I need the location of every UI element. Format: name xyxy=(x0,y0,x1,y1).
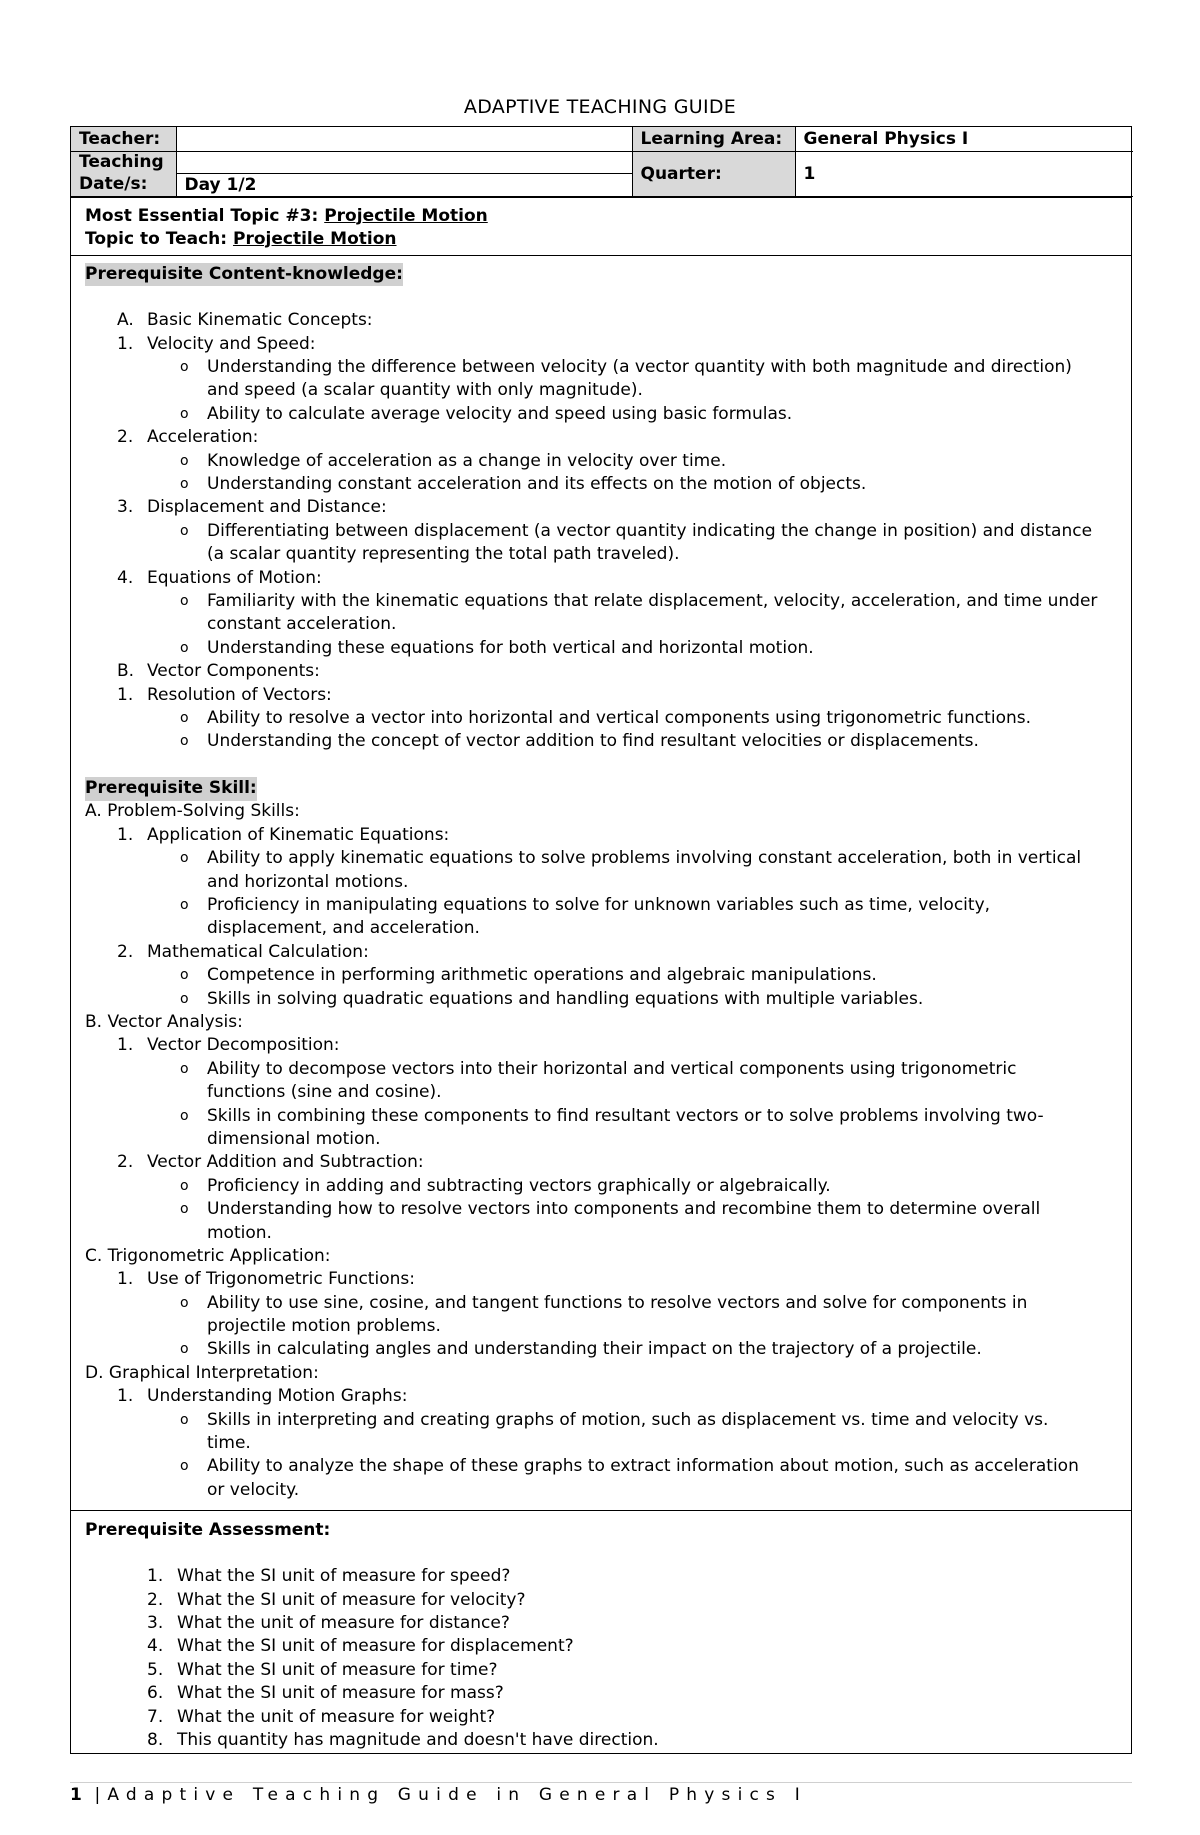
list-item xyxy=(85,403,1117,426)
list-item xyxy=(85,1589,1117,1612)
list-item xyxy=(85,1175,1117,1198)
list-item-text: B. Vector Analysis: xyxy=(85,1012,243,1032)
bullet-marker: o xyxy=(180,1177,189,1194)
quarter-value: 1 xyxy=(795,151,1133,196)
list-item xyxy=(85,684,1117,707)
list-marker: 1. xyxy=(117,824,134,845)
learning-area-value: General Physics I xyxy=(795,127,1133,151)
list-item xyxy=(85,1245,1117,1268)
list-item-text: projectile motion problems. xyxy=(207,1316,441,1337)
list-item-text: What the unit of measure for weight? xyxy=(177,1706,496,1727)
list-item-text: Ability to calculate average velocity and speed using basic formulas. xyxy=(207,403,793,424)
list-item-text: A. Problem-Solving Skills: xyxy=(85,801,300,822)
list-item-text: What the SI unit of measure for speed? xyxy=(177,1566,511,1587)
footer-text: |Adaptive Teaching Guide in General Physics I xyxy=(94,1785,807,1805)
list-item xyxy=(85,847,1117,870)
blank-line xyxy=(85,1542,1117,1565)
list-item-text: Resolution of Vectors: xyxy=(147,684,332,705)
list-item-text: Vector Decomposition: xyxy=(147,1035,340,1056)
list-item xyxy=(85,1011,1117,1034)
bullet-marker: o xyxy=(180,897,189,914)
prereq-content-heading: Prerequisite Content-knowledge: xyxy=(85,263,403,286)
dates-value: Day 1/2 xyxy=(176,173,632,196)
bullet-marker: o xyxy=(180,476,189,493)
list-item xyxy=(85,567,1117,590)
list-item-text: Skills in solving quadratic equations and handling equations with multiple variables. xyxy=(207,988,924,1009)
list-item xyxy=(85,496,1117,519)
list-item-text: C. Trigonometric Application: xyxy=(85,1245,331,1266)
bullet-marker: o xyxy=(180,709,189,726)
blank-line xyxy=(85,286,1117,309)
list-marker: 4. xyxy=(117,567,134,588)
list-item-text: Proficiency in manipulating equations to solve for unknown variables such as time, velocity, xyxy=(207,895,991,916)
list-item-text: This quantity has magnitude and doesn't have direction. xyxy=(177,1730,659,1751)
list-item-text: Vector Components: xyxy=(147,661,320,682)
list-item-text: Knowledge of acceleration as a change in velocity over time. xyxy=(207,450,727,471)
teaching-guide-table xyxy=(70,126,1132,1754)
list-item-text: and horizontal motions. xyxy=(207,871,409,892)
list-item xyxy=(85,660,1117,683)
list-item-text: displacement, and acceleration. xyxy=(207,918,480,939)
list-item-text: Velocity and Speed: xyxy=(147,333,316,354)
bullet-marker: o xyxy=(180,967,189,984)
list-item xyxy=(85,1682,1117,1705)
list-item xyxy=(85,1198,1117,1221)
list-marker: 3. xyxy=(117,497,134,518)
list-item-text: Skills in calculating angles and understanding their impact on the trajectory of a projectile. xyxy=(207,1339,982,1360)
prereq-skill-heading: Prerequisite Skill: xyxy=(85,777,257,800)
bullet-marker: o xyxy=(180,452,189,469)
prereq-skill-list xyxy=(85,800,1117,1502)
list-item-text: Mathematical Calculation: xyxy=(147,941,369,962)
list-item-text: What the SI unit of measure for time? xyxy=(177,1659,498,1680)
list-item-text: What the SI unit of measure for mass? xyxy=(177,1683,504,1704)
list-marker: 2. xyxy=(117,941,134,962)
list-item-text: Ability to resolve a vector into horizontal and vertical components using trigonometric functions. xyxy=(207,707,1032,728)
teacher-label: Teacher: xyxy=(71,127,176,151)
list-item-text: dimensional motion. xyxy=(207,1128,381,1149)
list-item xyxy=(85,379,1117,402)
bullet-marker: o xyxy=(180,1294,189,1311)
list-item-text: Basic Kinematic Concepts: xyxy=(147,310,373,331)
list-marker: 1. xyxy=(117,1386,134,1407)
list-item-text: Competence in performing arithmetic operations and algebraic manipulations. xyxy=(207,965,877,986)
bullet-marker: o xyxy=(180,522,189,539)
list-marker: A. xyxy=(117,310,134,331)
list-item-text: Acceleration: xyxy=(147,427,259,448)
list-item-text: Familiarity with the kinematic equations that relate displacement, velocity, acceleration, and time under xyxy=(207,590,1098,611)
list-item xyxy=(85,637,1117,660)
list-item-text: and speed (a scalar quantity with only magnitude). xyxy=(207,380,643,401)
list-item xyxy=(85,1128,1117,1151)
list-marker: 8. xyxy=(147,1730,164,1751)
list-item-text: Ability to use sine, cosine, and tangent functions to resolve vectors and solve for components in xyxy=(207,1292,1028,1313)
bullet-marker: o xyxy=(180,359,189,376)
list-item xyxy=(85,356,1117,379)
bullet-marker: o xyxy=(180,1201,189,1218)
list-item xyxy=(85,590,1117,613)
list-item xyxy=(85,1659,1117,1682)
page-footer xyxy=(70,1785,807,1805)
list-item xyxy=(85,1362,1117,1385)
topic-to-teach-value: Projectile Motion xyxy=(232,228,397,249)
list-item-text: Use of Trigonometric Functions: xyxy=(147,1269,415,1290)
bullet-marker: o xyxy=(180,733,189,750)
prereq-assessment-list xyxy=(85,1542,1117,1753)
list-item xyxy=(85,730,1117,753)
list-item xyxy=(85,1338,1117,1361)
prereq-skill-heading-line xyxy=(85,777,1117,800)
list-item-text: (a scalar quantity representing the total path traveled). xyxy=(207,544,680,565)
list-item-text: D. Graphical Interpretation: xyxy=(85,1362,319,1383)
list-item xyxy=(85,988,1117,1011)
assessment-section xyxy=(71,1510,1131,1753)
list-item-text: Skills in interpreting and creating graphs of motion, such as displacement vs. time and velocity vs. xyxy=(207,1409,1049,1430)
header-table xyxy=(71,127,1133,197)
list-item-text: Proficiency in adding and subtracting vectors graphically or algebraically. xyxy=(207,1175,831,1196)
footer-divider xyxy=(70,1782,1132,1783)
list-item xyxy=(85,707,1117,730)
list-item-text: Understanding the concept of vector addition to find resultant velocities or displacements. xyxy=(207,731,979,752)
list-item xyxy=(85,1268,1117,1291)
list-marker: 2. xyxy=(117,1152,134,1173)
list-item-text: Understanding constant acceleration and its effects on the motion of objects. xyxy=(207,474,867,495)
bullet-marker: o xyxy=(180,1341,189,1358)
list-marker: 2. xyxy=(117,427,134,448)
teaching-value xyxy=(176,151,632,173)
list-marker: 1. xyxy=(117,684,134,705)
list-item-text: What the unit of measure for distance? xyxy=(177,1613,510,1634)
list-item-text: Differentiating between displacement (a vector quantity indicating the change in position) and distance xyxy=(207,520,1093,541)
list-item-text: What the SI unit of measure for velocity? xyxy=(177,1589,526,1610)
list-item xyxy=(85,1105,1117,1128)
list-item xyxy=(85,473,1117,496)
prereq-content-heading-line xyxy=(85,263,1117,286)
list-item xyxy=(85,1315,1117,1338)
list-item xyxy=(85,1292,1117,1315)
list-marker: 3. xyxy=(147,1613,164,1634)
prerequisite-section xyxy=(71,255,1131,1510)
list-item xyxy=(85,1612,1117,1635)
essential-topic xyxy=(85,205,1117,228)
list-item xyxy=(85,543,1117,566)
list-marker: 6. xyxy=(147,1683,164,1704)
list-item-text: Ability to apply kinematic equations to solve problems involving constant acceleration, both in vertical xyxy=(207,848,1082,869)
list-marker: 4. xyxy=(147,1636,164,1657)
list-item xyxy=(85,1455,1117,1478)
topic-to-teach xyxy=(85,228,1117,251)
list-item-text: time. xyxy=(207,1433,251,1454)
list-item-text: Displacement and Distance: xyxy=(147,497,387,518)
list-item-text: Ability to decompose vectors into their horizontal and vertical components using trigonometric xyxy=(207,1058,1017,1079)
topic-to-teach-label: Topic to Teach: xyxy=(85,228,228,249)
list-item xyxy=(85,1479,1117,1502)
list-item-text: Understanding how to resolve vectors into components and recombine them to determine overall xyxy=(207,1199,1041,1220)
list-item xyxy=(85,1729,1117,1752)
blank-line xyxy=(85,754,1117,777)
bullet-marker: o xyxy=(180,1107,189,1124)
list-item-text: Ability to analyze the shape of these graphs to extract information about motion, such as acceleration xyxy=(207,1456,1079,1477)
list-item xyxy=(85,520,1117,543)
prereq-content-list xyxy=(85,286,1117,777)
essential-topic-value: Projectile Motion xyxy=(324,205,488,226)
essential-topic-label: Most Essential Topic #3: xyxy=(85,205,319,226)
list-marker: 7. xyxy=(147,1706,164,1727)
learning-area-label: Learning Area: xyxy=(632,127,795,151)
bullet-marker: o xyxy=(180,1411,189,1428)
topic-section xyxy=(71,197,1131,255)
list-item xyxy=(85,824,1117,847)
list-item xyxy=(85,1151,1117,1174)
prereq-assessment-heading-line xyxy=(85,1519,1117,1542)
list-marker: 1. xyxy=(117,1269,134,1290)
list-item xyxy=(85,1565,1117,1588)
list-marker: 1. xyxy=(117,1035,134,1056)
list-item xyxy=(85,917,1117,940)
quarter-label: Quarter: xyxy=(632,151,795,196)
list-marker: 5. xyxy=(147,1659,164,1680)
list-item xyxy=(85,964,1117,987)
list-item-text: motion. xyxy=(207,1222,272,1243)
list-marker: B. xyxy=(117,661,135,682)
list-item xyxy=(85,1635,1117,1658)
bullet-marker: o xyxy=(180,850,189,867)
list-marker: 1. xyxy=(117,333,134,354)
list-item-text: functions (sine and cosine). xyxy=(207,1082,442,1103)
list-item xyxy=(85,613,1117,636)
list-item-text: Understanding the difference between velocity (a vector quantity with both magnitude and direction) xyxy=(207,357,1072,378)
list-item xyxy=(85,1409,1117,1432)
bullet-marker: o xyxy=(180,592,189,609)
bullet-marker: o xyxy=(180,990,189,1007)
bullet-marker: o xyxy=(180,1060,189,1077)
list-item xyxy=(85,1058,1117,1081)
bullet-marker: o xyxy=(180,1458,189,1475)
list-item-text: Understanding these equations for both vertical and horizontal motion. xyxy=(207,637,814,658)
list-item xyxy=(85,894,1117,917)
list-item xyxy=(85,1222,1117,1245)
dates-label: Date/s: xyxy=(71,173,176,196)
teaching-label: Teaching xyxy=(71,151,176,173)
list-item xyxy=(85,309,1117,332)
list-item xyxy=(85,1034,1117,1057)
list-item xyxy=(85,333,1117,356)
page-number: 1 xyxy=(70,1785,82,1805)
list-item-text: or velocity. xyxy=(207,1479,300,1500)
list-item xyxy=(85,1706,1117,1729)
list-item xyxy=(85,1081,1117,1104)
bullet-marker: o xyxy=(180,405,189,422)
list-item xyxy=(85,800,1117,823)
list-item-text: Skills in combining these components to find resultant vectors or to solve problems involving two- xyxy=(207,1105,1044,1126)
list-item-text: Equations of Motion: xyxy=(147,567,322,588)
list-item xyxy=(85,426,1117,449)
list-item-text: constant acceleration. xyxy=(207,614,397,635)
list-item xyxy=(85,1385,1117,1408)
list-item-text: What the SI unit of measure for displacement? xyxy=(177,1636,574,1657)
list-item-text: Understanding Motion Graphs: xyxy=(147,1386,408,1407)
list-marker: 2. xyxy=(147,1589,164,1610)
prereq-assessment-heading: Prerequisite Assessment: xyxy=(85,1519,331,1540)
teacher-value xyxy=(176,127,632,151)
bullet-marker: o xyxy=(180,639,189,656)
list-item xyxy=(85,871,1117,894)
document-title: ADAPTIVE TEACHING GUIDE xyxy=(463,96,737,118)
list-item-text: Vector Addition and Subtraction: xyxy=(147,1152,424,1173)
list-marker: 1. xyxy=(147,1566,164,1587)
list-item-text: Application of Kinematic Equations: xyxy=(147,824,450,845)
list-item xyxy=(85,941,1117,964)
list-item xyxy=(85,1432,1117,1455)
list-item xyxy=(85,450,1117,473)
